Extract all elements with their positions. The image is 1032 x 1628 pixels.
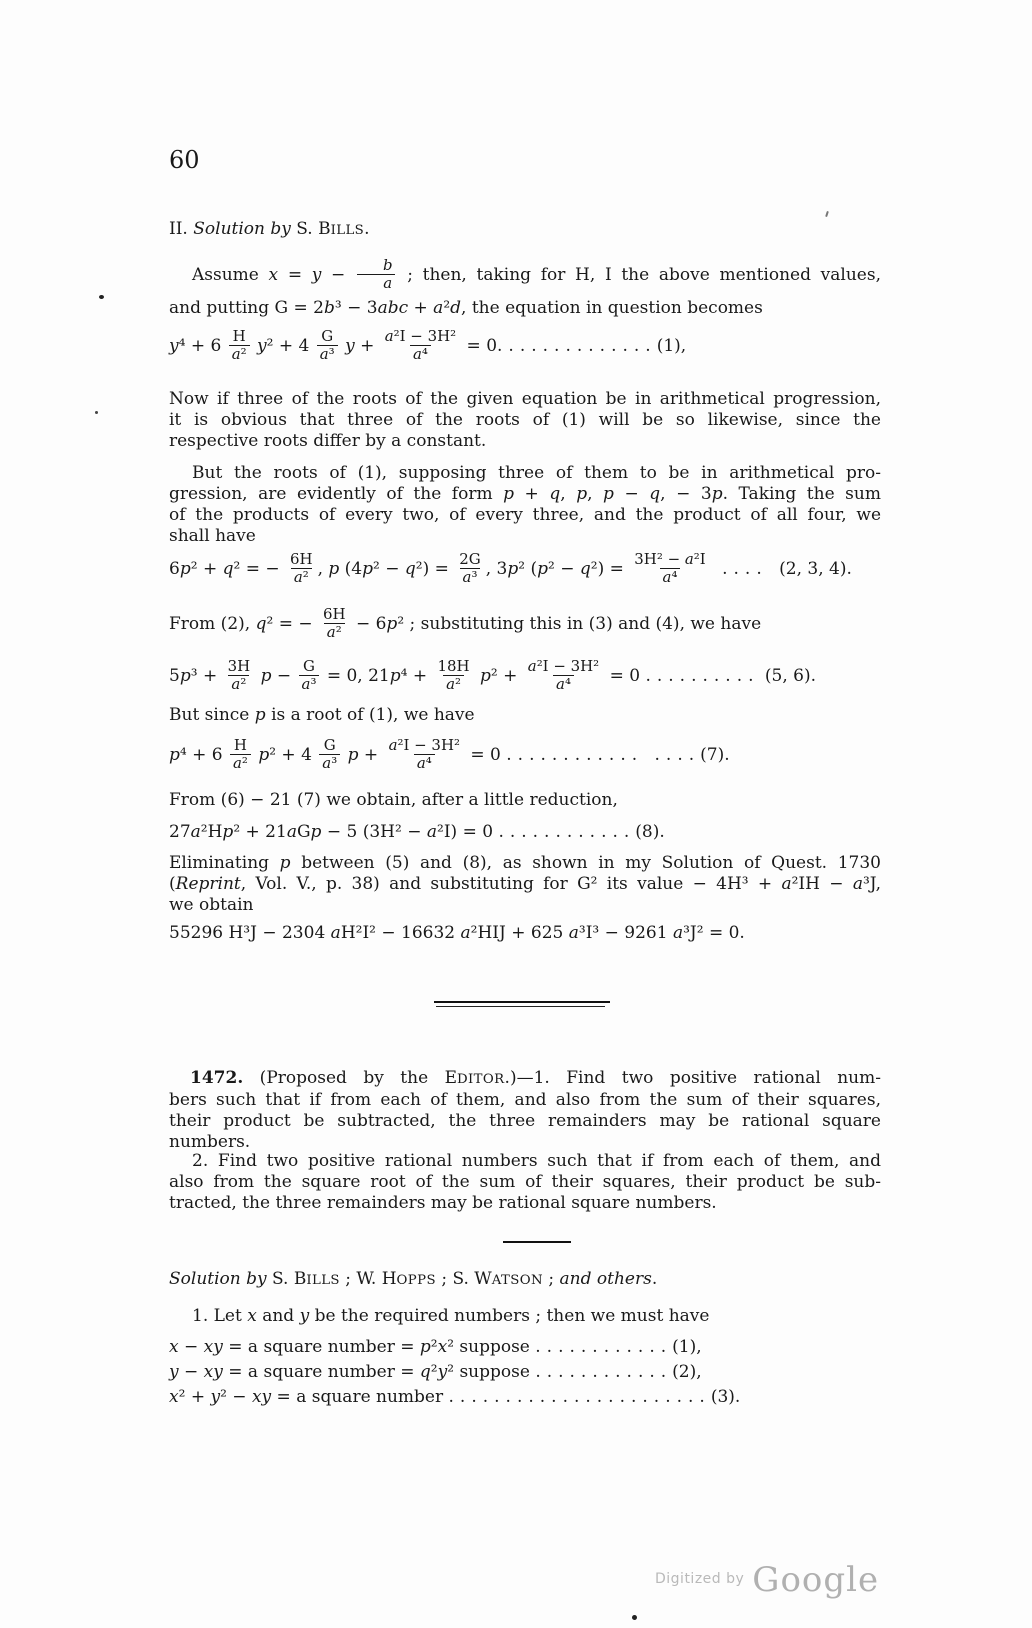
solution-byline-line-1: Solution by S. BILLS ; W. HOPPS ; S. WATSON ; and others. [169, 1269, 658, 1289]
para-but-since [169, 705, 881, 726]
fraction: $\frac{\text{3H² − a²I}}{\text{a⁴}}$ [634, 549, 706, 586]
scan-speck [99, 295, 104, 299]
scan-speck [632, 1615, 637, 1620]
page-number [169, 146, 881, 174]
page-number-line-1: 60 [169, 146, 200, 174]
fraction: $\frac{6H}{\text{a²}}$ [322, 604, 346, 641]
equation-final-line-1: 55296 H³J − 2304 aH²I² − 16632 a²HIJ + 625 a³I³ − 9261 a³J² = 0. [169, 923, 745, 943]
google-watermark [655, 1560, 879, 1600]
para-question-1472-part2-line-1: 2. Find two positive rational numbers such that if from each of them, and [192, 1151, 881, 1171]
para-but-the-roots [169, 463, 881, 547]
equation-5-6 [169, 653, 881, 699]
para-question-1472-part2-line-2: also from the square root of the sum of their squares, their product be sub- [169, 1172, 881, 1192]
equation-7 [169, 732, 881, 778]
para-question-1472-line-4: numbers. [169, 1132, 251, 1152]
fraction: $\frac{18H}{\text{a²}}$ [437, 656, 470, 693]
para-from-6-minus-21-7-line-1: From (6) − 21 (7) we obtain, after a little reduction, [169, 790, 618, 810]
para-question-1472 [169, 1068, 881, 1153]
fraction: $\frac{\text{a²I − 3H²}}{\text{a⁴}}$ [384, 326, 457, 363]
equation-2-3-4-line-1: 6p² + q² = − $\frac{6H}{\text{a²}}$ , p (4p² − q²) = $\frac{2G}{\text{a³}}$ , 3p² (p² − q²) = $\frac{\text{3H² − a²I}}{\text{a⁴}}$ .... (2, 3, 4). [169, 549, 852, 586]
para-let-x-and-y [169, 1306, 881, 1327]
para-now-if-three-line-2: it is obvious that three of the roots of (1) will be so likewise, since the [169, 410, 881, 430]
fraction: $\frac{\text{a²I − 3H²}}{\text{a⁴}}$ [527, 656, 600, 693]
equation-b2-line-1: y − xy = a square number = q²y² suppose ............(2), [169, 1362, 702, 1382]
equation-1 [169, 323, 881, 369]
para-let-x-and-y-line-1: 1. Let x and y be the required numbers ; then we must have [192, 1306, 710, 1326]
fraction: $\frac{b}{a}$ [357, 257, 396, 292]
para-from-2 [169, 601, 881, 647]
fraction: $\frac{H}{\text{a²}}$ [229, 328, 250, 363]
fraction: $\frac{6H}{\text{a²}}$ [290, 549, 313, 586]
fraction: $\frac{G}{\text{a³}}$ [299, 658, 320, 693]
para-question-1472-line-3: their product be subtracted, the three remainders may be rational square [169, 1111, 881, 1131]
para-eliminating [169, 853, 881, 916]
equation-8-line-1: 27a²Hp² + 21aGp − 5 (3H² − a²I) = 0 ............(8). [169, 822, 665, 842]
equation-b1 [169, 1337, 881, 1358]
fraction: $\frac{H}{\text{a²}}$ [230, 737, 251, 772]
para-eliminating-line-3: we obtain [169, 895, 254, 915]
fraction: $\frac{\text{a²I − 3H²}}{\text{a⁴}}$ [388, 735, 460, 772]
fraction: $\frac{G}{\text{a³}}$ [319, 737, 340, 772]
question-divider [503, 1241, 571, 1243]
para-but-the-roots-line-1: But the roots of (1), supposing three of them to be in arithmetical pro- [192, 463, 881, 483]
para-but-since-line-1: But since p is a root of (1), we have [169, 705, 475, 725]
para-from-6-minus-21-7 [169, 790, 881, 811]
para-but-the-roots-line-3: of the products of every two, of every three, and the product of all four, we [169, 505, 881, 525]
para-assume-line-2: and putting G = 2b³ − 3abc + a²d, the equation in question becomes [169, 298, 763, 318]
section-divider [434, 1001, 610, 1007]
para-but-the-roots-line-2: gression, are evidently of the form p + q, p, p − q, − 3p. Taking the sum [169, 484, 881, 504]
equation-final [169, 923, 881, 944]
solution-heading-line-1: II. Solution by S. BILLS. [169, 219, 370, 239]
fraction: $\frac{3H}{\text{a²}}$ [227, 656, 251, 693]
para-now-if-three-line-1: Now if three of the roots of the given equation be in arithmetical progression, [169, 389, 881, 409]
equation-2-3-4 [169, 546, 881, 592]
para-now-if-three-line-3: respective roots differ by a constant. [169, 431, 487, 451]
para-assume [169, 252, 881, 319]
equation-b1-line-1: x − xy = a square number = p²x² suppose ............(1), [169, 1337, 702, 1357]
equation-5-6-line-1: 5p³ + $\frac{3H}{\text{a²}}$ p − $\frac{G}{\text{a³}}$ = 0, 21p⁴ + $\frac{18H}{\text{a²}}$ p² + $\frac{\text{a²I − 3H²}}{\text{a⁴}}$ = 0 .......... (5, 6). [169, 656, 817, 693]
fraction: $\frac{G}{\text{a³}}$ [317, 328, 338, 363]
equation-b3-line-1: x² + y² − xy = a square number .......................(3). [169, 1387, 741, 1407]
para-now-if-three [169, 389, 881, 452]
para-assume-line-1: Assume x = y − $\frac{b}{a}$ ; then, taking for H, I the above mentioned values, [192, 255, 881, 292]
solution-byline [169, 1269, 881, 1291]
para-question-1472-part2-line-3: tracted, the three remainders may be rational square numbers. [169, 1193, 717, 1213]
para-question-1472-line-1: 1472. (Proposed by the EDITOR.)—1. Find two positive rational num- [190, 1068, 881, 1088]
fraction: $\frac{2G}{\text{a³}}$ [459, 549, 481, 586]
equation-b2 [169, 1362, 881, 1383]
para-eliminating-line-1: Eliminating p between (5) and (8), as shown in my Solution of Quest. 1730 [169, 853, 881, 873]
para-eliminating-line-2: (Reprint, Vol. V., p. 38) and substituting for G² its value − 4H³ + a²IH − a³J, [169, 874, 881, 894]
digitized-by-label: Digitized by [655, 1571, 745, 1587]
equation-b3 [169, 1387, 881, 1408]
google-logo: Google [752, 1560, 880, 1600]
scan-speck [95, 411, 98, 414]
equation-7-line-1: p⁴ + 6 $\frac{H}{\text{a²}}$ p² + 4 $\frac{G}{\text{a³}}$ p + $\frac{\text{a²I − 3H²}}{\text{a⁴}}$ = 0 ............ ....(7). [169, 735, 730, 772]
equation-8 [169, 822, 881, 843]
para-from-2-line-1: From (2), q² = − $\frac{6H}{\text{a²}}$ − 6p² ; substituting this in (3) and (4), we have [169, 604, 762, 641]
para-question-1472-part2 [169, 1151, 881, 1214]
equation-1-line-1: y⁴ + 6 $\frac{H}{\text{a²}}$ y² + 4 $\frac{G}{\text{a³}}$ y + $\frac{\text{a²I − 3H²}}{\text{a⁴}}$ = 0..............(1), [169, 326, 687, 363]
solution-heading [169, 219, 881, 241]
para-question-1472-line-2: bers such that if from each of them, and also from the sum of their squares, [169, 1090, 881, 1110]
para-but-the-roots-line-4: shall have [169, 526, 256, 546]
